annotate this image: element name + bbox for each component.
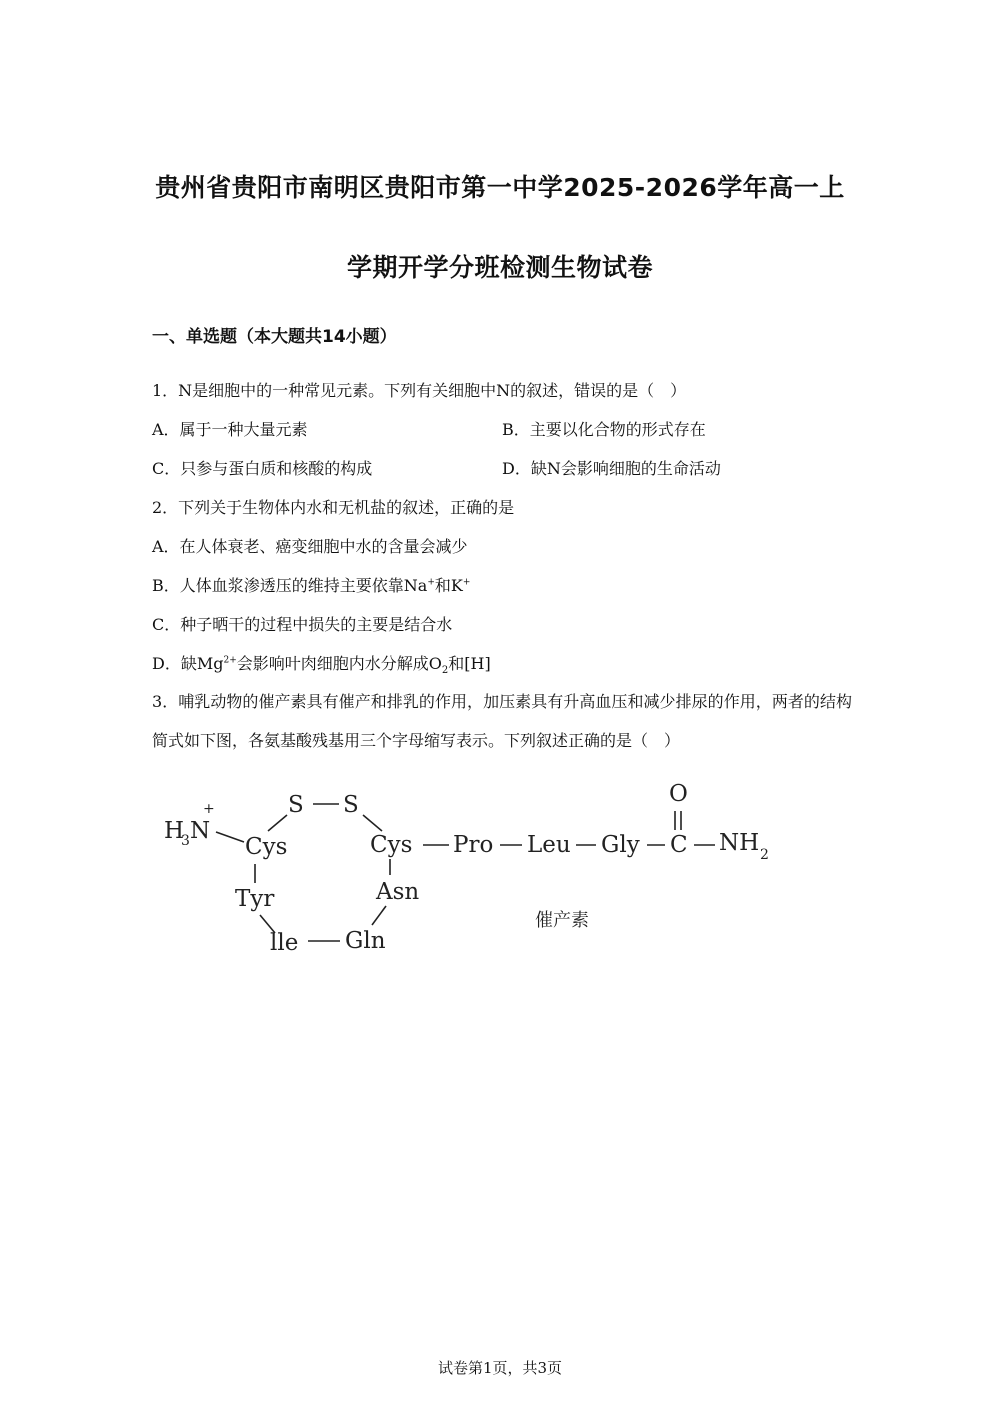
residue-leu: Leu [527,832,571,858]
question-1-stem: 1．N是细胞中的一种常见元素。下列有关细胞中N的叙述，错误的是（ ） [152,381,687,400]
residue-cys-1: Cys [245,834,288,860]
amino-group-n: N [190,818,211,844]
residue-asn: Asn [376,879,420,905]
amino-charge: + [203,801,215,817]
sulfur-atom-2: S [343,792,359,818]
residue-pro: Pro [453,832,494,858]
residue-tyr: Tyr [235,886,275,912]
bond-cys1-s [268,815,287,831]
question-3-stem: 3．哺乳动物的催产素具有催产和排乳的作用，加压素具有升高血压和减少排尿的作用，两者的结构简式如下图，各氨基酸残基用三个字母缩写表示。下列叙述正确的是（ ） [152,692,852,750]
residue-ile: lle [270,930,299,956]
page-footer: 试卷第1页，共3页 [437,1359,563,1377]
residue-gln: Gln [345,928,386,954]
option-d-text-2: 会影响叶肉细胞内水分解成O [236,654,442,673]
amide-sub: 2 [760,847,769,863]
bond-n-cys1 [216,832,244,842]
bond-gln-asn [372,906,386,925]
carbonyl-oxygen: O [669,781,688,807]
question-2-option-c: C．种子晒干的过程中损失的主要是结合水 [152,615,453,634]
amide-group: NH [719,830,760,856]
option-b-text-2: 和K [434,576,463,595]
figure-caption: 催产素 [535,910,589,931]
residue-gly: Gly [601,832,640,858]
oxygen-subscript: 2 [441,665,449,677]
exam-title-line1: 贵州省贵阳市南明区贵阳市第一中学2025-2026学年高一上 [155,173,845,202]
magnesium-charge: 2+ [223,655,237,666]
question-2-option-d [152,651,491,677]
exam-title-line2: 学期开学分班检测生物试卷 [346,253,653,282]
potassium-charge: + [462,577,471,588]
sodium-charge: + [427,577,435,588]
amino-group-sub: 3 [181,833,190,849]
amino-group-h: H [164,818,185,844]
question-2-stem: 2．下列关于生物体内水和无机盐的叙述，正确的是 [152,498,515,517]
question-2-option-b [152,573,470,596]
bond-s-cys2 [363,815,382,831]
oxytocin-structure-diagram [150,775,800,960]
sulfur-atom-1: S [288,792,304,818]
question-1-option-c: C．只参与蛋白质和核酸的构成 [152,459,373,478]
option-d-text-3: 和[H] [448,654,491,673]
carbonyl-carbon: C [670,832,688,858]
section-header: 一、单选题（本大题共14小题） [152,327,397,347]
question-2-option-a: A．在人体衰老、癌变细胞中水的含量会减少 [152,537,468,556]
question-1-option-b: B．主要以化合物的形式存在 [502,420,706,439]
option-d-text: D．缺Mg [152,654,224,673]
residue-cys-2: Cys [370,832,413,858]
question-1-option-a: A．属于一种大量元素 [152,420,308,439]
question-1-option-d: D．缺N会影响细胞的生命活动 [502,459,721,478]
option-b-text: B．人体血浆渗透压的维持主要依靠Na [152,576,428,595]
